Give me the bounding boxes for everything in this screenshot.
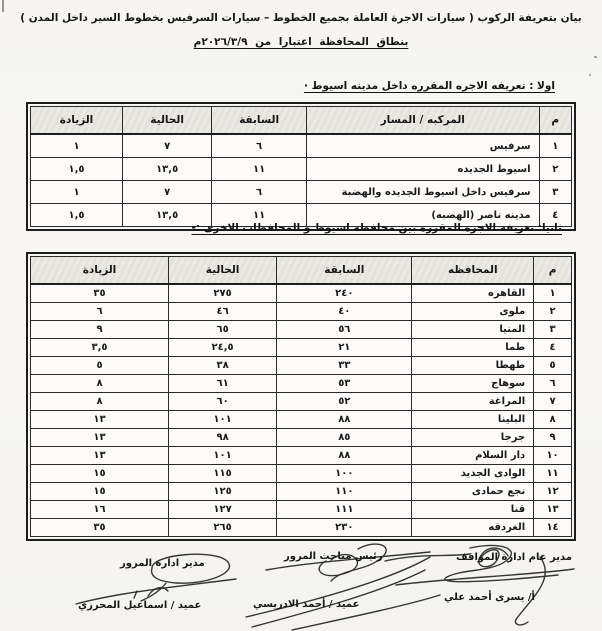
column-header: المركبه / المسار bbox=[306, 107, 539, 135]
table-cell: ٣٥ bbox=[31, 519, 169, 537]
table-cell: ١٣,٥ bbox=[123, 158, 212, 181]
table-cell: ٨ bbox=[31, 375, 169, 393]
table-cell: ٤ bbox=[539, 204, 571, 227]
table-row bbox=[31, 158, 572, 181]
table-cell: سرفيس داخل اسيوط الجديده والهضبة bbox=[306, 181, 539, 204]
table-row bbox=[31, 501, 572, 519]
table-row bbox=[31, 134, 572, 158]
table-cell: ١١ bbox=[212, 204, 307, 227]
table-cell: ٣ bbox=[534, 321, 572, 339]
table-cell: ٥ bbox=[31, 357, 169, 375]
governorate-fares-table-header bbox=[31, 257, 572, 285]
table-cell: جرجا bbox=[412, 429, 534, 447]
table-cell: ٢ bbox=[539, 158, 571, 181]
table-cell: ٢٣٠ bbox=[277, 519, 412, 537]
table-cell: ٦٥ bbox=[168, 321, 276, 339]
table-cell: سرفيس bbox=[306, 134, 539, 158]
table-cell: ١٢ bbox=[534, 483, 572, 501]
table-cell: قنا bbox=[412, 501, 534, 519]
table-cell: ١٥ bbox=[31, 465, 169, 483]
table-cell: ١٠٠ bbox=[277, 465, 412, 483]
table-cell: ١٣,٥ bbox=[123, 204, 212, 227]
header-row bbox=[31, 107, 572, 135]
table-cell: ٣ bbox=[539, 181, 571, 204]
signature-name-parking-director: أ/ يسرى أحمد علي bbox=[444, 592, 535, 603]
table-cell: ٧ bbox=[123, 134, 212, 158]
table-cell: ٢٤,٥ bbox=[168, 339, 276, 357]
signature-title-parking-director: مدير عام ادارة المواقف bbox=[456, 552, 572, 563]
column-header: الزيادة bbox=[31, 107, 123, 135]
table-row bbox=[31, 429, 572, 447]
table-cell: سوهاج bbox=[412, 375, 534, 393]
scan-artifact bbox=[594, 56, 597, 58]
scan-artifact bbox=[589, 74, 591, 76]
column-header: الحالية bbox=[168, 257, 276, 285]
table-cell: ٣,٥ bbox=[31, 339, 169, 357]
governorate-fares-table-body bbox=[31, 284, 572, 537]
table-cell: ٤٠ bbox=[277, 303, 412, 321]
table-cell: ٦ bbox=[212, 134, 307, 158]
table-cell: ٥٣ bbox=[277, 375, 412, 393]
table-cell: ٨ bbox=[534, 411, 572, 429]
table-cell: الغردقه bbox=[412, 519, 534, 537]
table-cell: ٢٧٥ bbox=[168, 284, 276, 303]
table-cell: ٩٨ bbox=[168, 429, 276, 447]
table-cell: طما bbox=[412, 339, 534, 357]
table-cell: ٧ bbox=[534, 393, 572, 411]
table-cell: ٦ bbox=[534, 375, 572, 393]
header-row bbox=[31, 257, 572, 285]
table-cell: ١٤ bbox=[534, 519, 572, 537]
table-cell: ١ bbox=[31, 181, 123, 204]
table-cell: ٣٨ bbox=[168, 357, 276, 375]
signature-title-traffic-investigations-chief: رئيس مباحث المرور bbox=[284, 551, 383, 562]
table-cell: ١٣ bbox=[31, 411, 169, 429]
table-cell: ٩ bbox=[31, 321, 169, 339]
table-cell: ١٣ bbox=[31, 447, 169, 465]
table-row bbox=[31, 375, 572, 393]
table-cell: ٢٦٥ bbox=[168, 519, 276, 537]
table-cell: ١٢٥ bbox=[168, 483, 276, 501]
table-cell: مدينه ناصر (الهضبه) bbox=[306, 204, 539, 227]
table-cell: ١١ bbox=[212, 158, 307, 181]
table-cell: الوادى الجديد bbox=[412, 465, 534, 483]
table-row bbox=[31, 339, 572, 357]
table-cell: ١١ bbox=[534, 465, 572, 483]
table-cell: ١٣ bbox=[31, 429, 169, 447]
table-cell: ٥ bbox=[534, 357, 572, 375]
city-fares-table bbox=[30, 106, 572, 227]
document-subtitle-date: بنطاق المحافظة اعتبارا من ٢٠٢٦/٣/٩م bbox=[193, 36, 409, 48]
table-cell: ٨٥ bbox=[277, 429, 412, 447]
table-cell: ٨ bbox=[31, 393, 169, 411]
table-cell: ٥٢ bbox=[277, 393, 412, 411]
table-cell: ١٠١ bbox=[168, 411, 276, 429]
column-header: م bbox=[534, 257, 572, 285]
scan-artifact bbox=[2, 0, 4, 12]
table-cell: القاهره bbox=[412, 284, 534, 303]
table-cell: ٣٥ bbox=[31, 284, 169, 303]
table-cell: ١ bbox=[539, 134, 571, 158]
table-cell: ١١١ bbox=[277, 501, 412, 519]
table-cell: البلينا bbox=[412, 411, 534, 429]
table-row bbox=[31, 303, 572, 321]
table-cell: نجع حمادى bbox=[412, 483, 534, 501]
table-cell: ١ bbox=[534, 284, 572, 303]
column-header: السابقة bbox=[277, 257, 412, 285]
table-cell: ٦١ bbox=[168, 375, 276, 393]
table-cell: ١,٥ bbox=[31, 204, 123, 227]
table-cell: ٧ bbox=[123, 181, 212, 204]
column-header: المحافظه bbox=[412, 257, 534, 285]
table-cell: ١٠١ bbox=[168, 447, 276, 465]
table-cell: ١١٠ bbox=[277, 483, 412, 501]
section2-heading: ثانيا: تعريفه الاجره المقرره بين محافظه اسيوط و المحافظات الاخرى :- bbox=[191, 222, 562, 234]
table-row bbox=[31, 393, 572, 411]
city-fares-table-body bbox=[31, 134, 572, 227]
table-row bbox=[31, 321, 572, 339]
table-cell: دار السلام bbox=[412, 447, 534, 465]
table-row bbox=[31, 447, 572, 465]
governorate-fares-table bbox=[30, 256, 572, 537]
city-fares-table-header bbox=[31, 107, 572, 135]
table-cell: ٩ bbox=[534, 429, 572, 447]
column-header: م bbox=[539, 107, 571, 135]
table-cell: ١٣ bbox=[534, 501, 572, 519]
table-row bbox=[31, 411, 572, 429]
signature-name-traffic-director: عميد / اسماعيل المحرزي bbox=[78, 600, 202, 611]
table-cell: المنيا bbox=[412, 321, 534, 339]
table-cell: ٦ bbox=[31, 303, 169, 321]
table-cell: ١٦ bbox=[31, 501, 169, 519]
table-cell: ١٢٧ bbox=[168, 501, 276, 519]
table-row bbox=[31, 465, 572, 483]
column-header: السابقة bbox=[212, 107, 307, 135]
table-cell: ٣٣ bbox=[277, 357, 412, 375]
column-header: الزيادة bbox=[31, 257, 169, 285]
table-cell: المراغة bbox=[412, 393, 534, 411]
signature-name-traffic-investigations-chief: عميد / أحمد الادريسي bbox=[253, 599, 360, 610]
table-cell: ١٥ bbox=[31, 483, 169, 501]
table-cell: ٤٦ bbox=[168, 303, 276, 321]
table-cell: ١٠ bbox=[534, 447, 572, 465]
table-row bbox=[31, 483, 572, 501]
table-cell: ٤ bbox=[534, 339, 572, 357]
table-cell: ملوى bbox=[412, 303, 534, 321]
table-cell: طهطا bbox=[412, 357, 534, 375]
table-cell: ٢٤٠ bbox=[277, 284, 412, 303]
table-row bbox=[31, 284, 572, 303]
table-cell: ٦ bbox=[212, 181, 307, 204]
table-cell: ١ bbox=[31, 134, 123, 158]
table-row bbox=[31, 181, 572, 204]
table-row bbox=[31, 357, 572, 375]
table-cell: ١١٥ bbox=[168, 465, 276, 483]
table-cell: ٨٨ bbox=[277, 447, 412, 465]
table-row bbox=[31, 519, 572, 537]
signature-title-traffic-director: مدير ادارة المرور bbox=[120, 558, 205, 569]
document-title: بيان بتعريفة الركوب ( سيارات الاجرة العاملة بجميع الخطوط – سيارات السرفيس بخطوط السير داخل المدن ) bbox=[20, 12, 582, 24]
table-cell: ٨٨ bbox=[277, 411, 412, 429]
section1-heading: اولا : تعريفه الاجره المقرره داخل مدينه اسيوط · bbox=[303, 80, 555, 92]
table-cell: اسيوط الجديده bbox=[306, 158, 539, 181]
table-cell: ١,٥ bbox=[31, 158, 123, 181]
table-cell: ٢ bbox=[534, 303, 572, 321]
table-cell: ٢١ bbox=[277, 339, 412, 357]
table-cell: ٦٠ bbox=[168, 393, 276, 411]
table-cell: ٥٦ bbox=[277, 321, 412, 339]
column-header: الحالية bbox=[123, 107, 212, 135]
